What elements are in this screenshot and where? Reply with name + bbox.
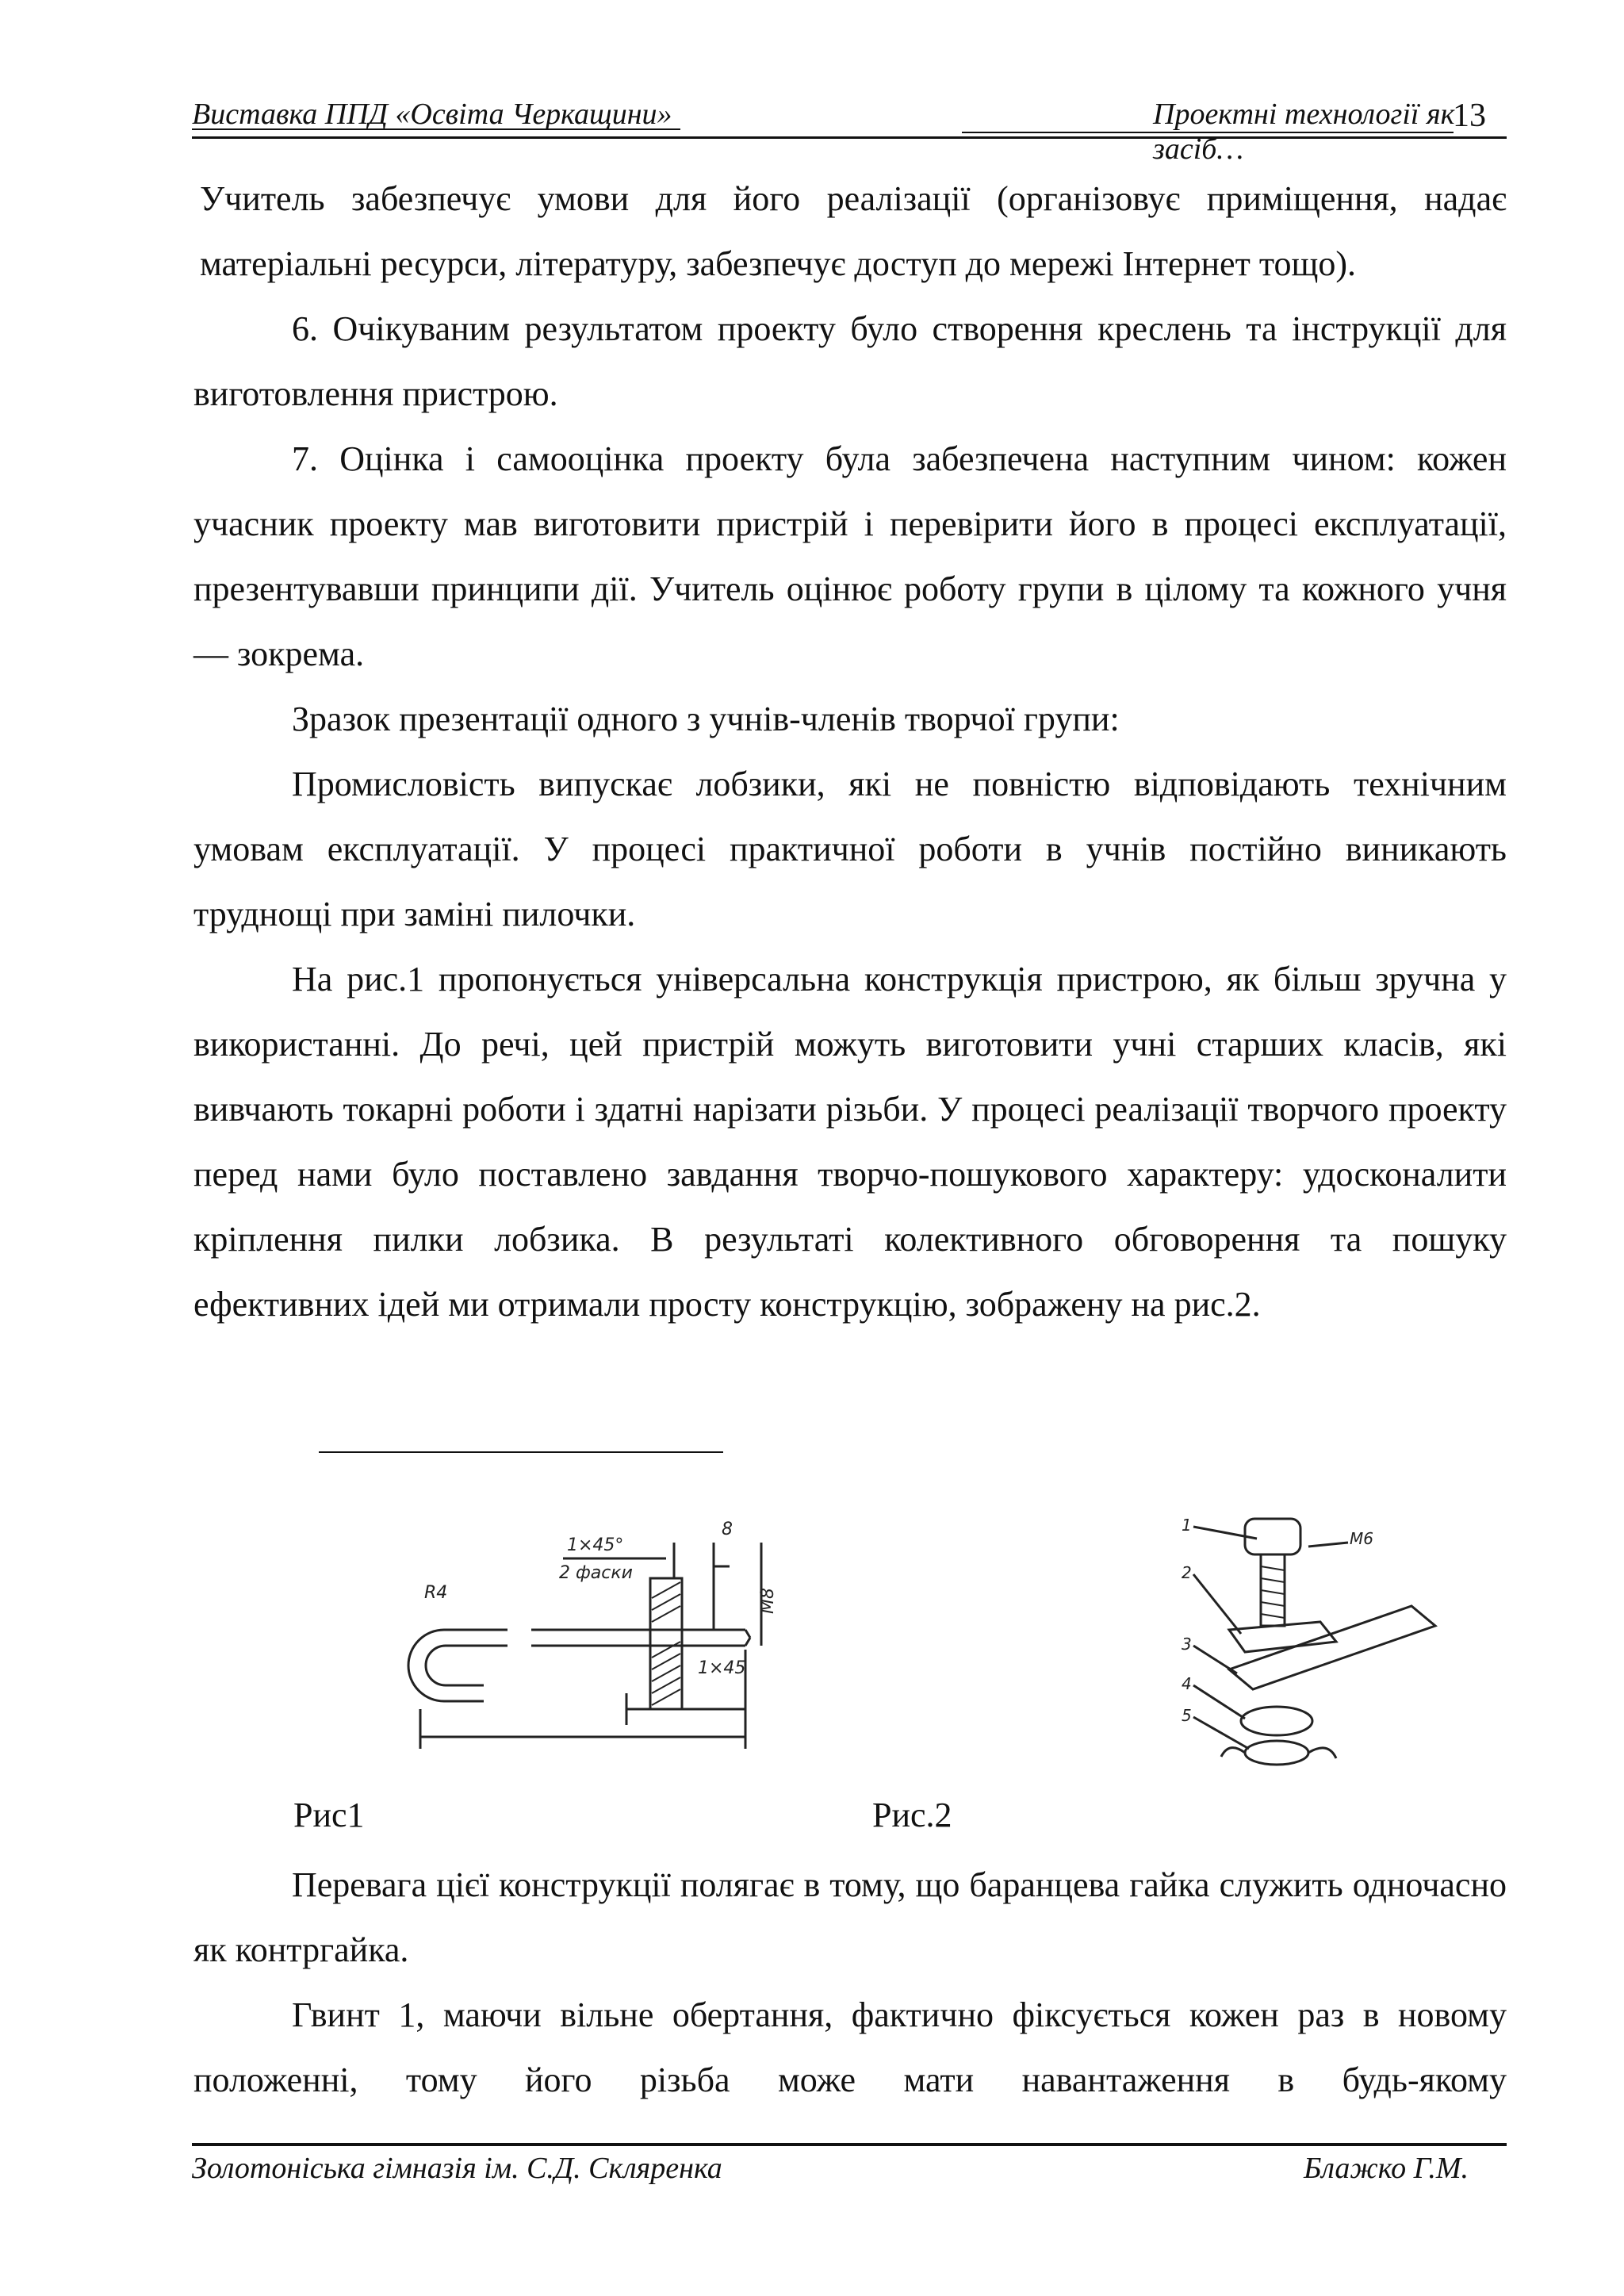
page-number: 13 <box>1453 98 1486 134</box>
fig2-label-thread: M6 <box>1350 1529 1373 1548</box>
figure-1-drawing <box>396 1511 809 1780</box>
body-text-2 <box>193 1853 1507 2113</box>
fig1-label-chamfer: 1×45° <box>567 1535 624 1555</box>
figure-2-caption: Рис.2 <box>872 1796 952 1834</box>
paragraph-5: Промисловість випускає лобзики, які не повністю відповідають технічним умовам експлуатації. У процесі практичної роботи в учнів постійно виникають труднощі при заміні пилочки. <box>193 765 1507 933</box>
fig2-label-3: 3 <box>1182 1635 1192 1654</box>
paragraph-4: Зразок презентації одного з учнів-членів творчої групи: <box>292 700 1120 738</box>
figure-2-drawing <box>1182 1511 1483 1796</box>
fig2-label-5: 5 <box>1182 1706 1192 1725</box>
page-header <box>192 97 1508 166</box>
fig1-label-chamfer2: 1×45 <box>698 1658 746 1678</box>
paragraph-2: 6. Очікуваним результатом проекту було створення креслень та інструкції для виготовлення пристрою. <box>193 309 1507 413</box>
footer-left: Золотоніська гімназія ім. С.Д. Скляренка <box>192 2152 722 2185</box>
paragraph-8: Гвинт 1, маючи вільне обертання, фактично фіксується кожен раз в новому положенні, тому його різьба може мати навантаження в будь-якому <box>193 1995 1507 2099</box>
paragraph-3: 7. Оцінка і самооцінка проекту була забезпечена наступним чином: кожен учасник проекту мав виготовити пристрій і перевірити його в процесі експлуатації, презентувавши принципи дії. Учитель оцінює роботу групи в цілому та кожного учня — зокрема. <box>193 439 1507 673</box>
paragraph-6: На рис.1 пропонується універсальна конструкція пристрою, як більш зручна у використанні. До речі, цей пристрій можуть виготовити учні старших класів, які вивчають токарні роботи і здатні нарізати різьби. У процесі реалізації творчого проекту перед нами було поставлено завдання творчо-пошукового характеру: удосконалити кріплення пилки лобзика. В результаті колективного обговорення та пошуку ефективних ідей ми отримали просту конструкцію, зображену на рис.2. <box>193 960 1507 1324</box>
fig2-label-1: 1 <box>1182 1516 1192 1535</box>
paragraph-1: Учитель забезпечує умови для його реалізації (організовує приміщення, надає матеріальні ресурси, літературу, забезпечує доступ до мережі Інтернет тощо). <box>200 179 1507 283</box>
fig1-label-chamfers: 2 фаски <box>559 1563 633 1583</box>
header-right-underline <box>962 132 1454 133</box>
footer-rule <box>192 2143 1507 2146</box>
fig2-label-4: 4 <box>1182 1674 1192 1693</box>
fig1-label-width: 8 <box>722 1520 733 1539</box>
header-rule <box>192 136 1507 139</box>
body-text <box>193 167 1507 1337</box>
footer-right: Блажко Г.М. <box>1303 2152 1469 2185</box>
fig2-label-2: 2 <box>1182 1563 1192 1582</box>
figure-1-caption: Рис1 <box>293 1796 365 1834</box>
footnote-separator <box>319 1451 723 1453</box>
header-left: Виставка ППД «Освіта Черкащини» <box>192 98 672 131</box>
header-right: Проектні технології як засіб… <box>1153 98 1455 166</box>
fig1-label-radius: R4 <box>424 1583 448 1603</box>
fig1-label-thread: M8 <box>758 1588 778 1614</box>
paragraph-7: Перевага цієї конструкції полягає в тому, що баранцева гайка служить одночасно як контргайка. <box>193 1865 1507 1969</box>
